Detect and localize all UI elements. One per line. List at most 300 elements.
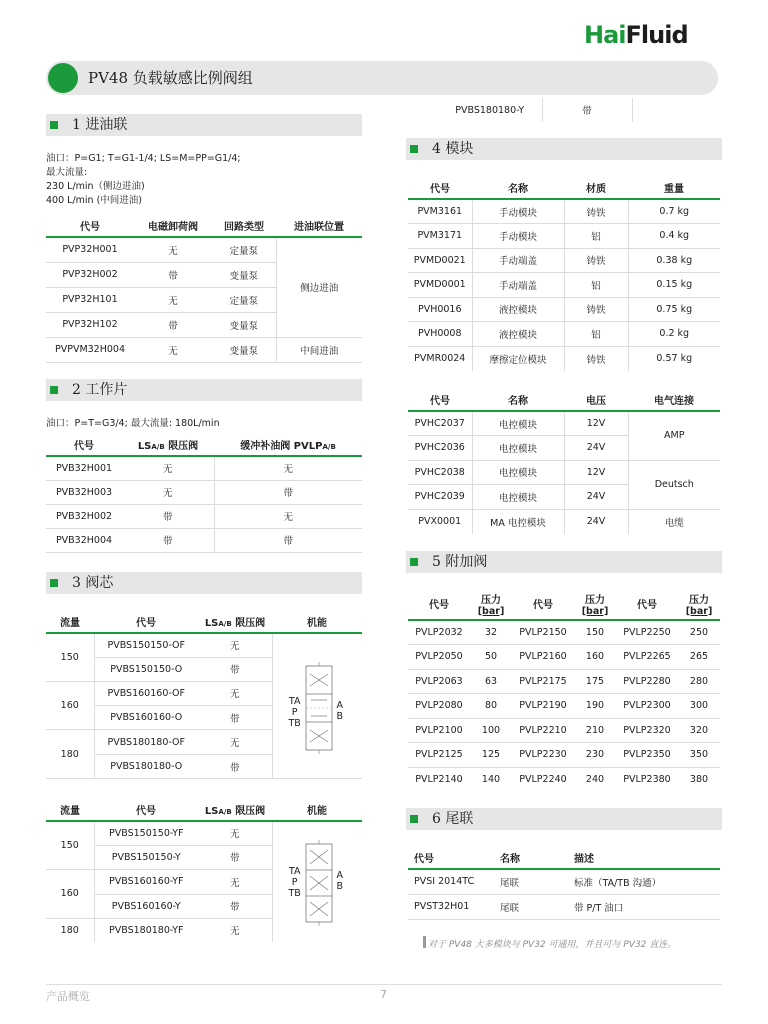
flow-cell: 160 — [46, 869, 94, 918]
cell: PVLP2265 — [616, 645, 678, 670]
col-header: 流量 — [46, 798, 94, 821]
flow-cell: 180 — [46, 918, 94, 942]
cell: 100 — [470, 718, 512, 743]
spool-symbol-cell — [272, 633, 362, 779]
cell: PVLP2100 — [408, 718, 470, 743]
cell: 63 — [470, 669, 512, 694]
cell: PVBS160160-Y — [94, 894, 198, 918]
header-sub: A/B — [218, 619, 232, 628]
header-sub: A/B — [322, 442, 336, 451]
cell: 300 — [678, 694, 720, 719]
cell: 无 — [134, 337, 212, 362]
cell: PVLP2150 — [512, 620, 574, 645]
cell: 无 — [214, 504, 362, 528]
col-header: 电磁卸荷阀 — [134, 214, 212, 237]
cell: PVMD0021 — [408, 248, 472, 273]
port-label: TA — [288, 866, 301, 877]
info-line: 230 L/min（侧边进油) — [46, 181, 145, 192]
cell: 带 — [122, 504, 214, 528]
section-bullet-icon — [50, 386, 58, 394]
cell: PVP32H001 — [46, 237, 134, 262]
cell: 电控模块 — [472, 411, 564, 436]
cell: 带 P/T 油口 — [574, 894, 720, 919]
port-label: P — [291, 707, 298, 718]
cell: 标准（TA/TB 沟通） — [574, 869, 720, 894]
cell-position-mid: 中间进油 — [276, 337, 362, 362]
col-header: 代号 — [616, 588, 678, 620]
header-text: 压力 — [481, 594, 501, 606]
col-header: 代号 — [408, 176, 472, 199]
table-row — [46, 337, 362, 362]
cell: PVLP2190 — [512, 694, 574, 719]
table-row — [46, 480, 362, 504]
header-sub: A/B — [151, 442, 165, 451]
cell: 带 — [198, 845, 272, 869]
header-text: 限压阀 — [235, 805, 266, 817]
cell: PVM3161 — [408, 199, 472, 224]
cell: PVP32H101 — [46, 287, 134, 312]
cell: PVHC2037 — [408, 411, 472, 436]
cell: PVLP2320 — [616, 718, 678, 743]
table-row — [408, 224, 720, 249]
header-sub: A/B — [218, 807, 232, 816]
cell-position-side: 侧边进油 — [276, 237, 362, 337]
end-plate-table — [408, 846, 720, 920]
cell: PVST32H01 — [408, 894, 500, 919]
table-row — [46, 504, 362, 528]
port-labels-left — [289, 696, 301, 729]
col-header: 代号 — [94, 610, 198, 633]
section-title: 5 附加阀 — [432, 554, 488, 570]
col-header: 电压 — [564, 388, 628, 411]
table-header-row — [408, 588, 720, 620]
col-header: 重量 — [628, 176, 720, 199]
table-header-row — [46, 610, 362, 633]
cell: PVLP2250 — [616, 620, 678, 645]
cell: PVBS180180-Y — [455, 104, 525, 116]
cell: 12V — [564, 411, 628, 436]
cell-connection: AMP — [628, 411, 720, 460]
table-row — [408, 645, 720, 670]
cell: 无 — [198, 633, 272, 657]
port-label: TB — [288, 888, 301, 899]
cell: 带 — [214, 480, 362, 504]
spool-symbol-o-icon — [273, 634, 363, 778]
section-header-5 — [406, 551, 722, 573]
cell: 带 — [134, 312, 212, 337]
cell: 无 — [122, 456, 214, 480]
cell: 无 — [122, 480, 214, 504]
col-header: 机能 — [272, 798, 362, 821]
cell: PVBS160160-OF — [94, 681, 198, 706]
cell-connection: Deutsch — [628, 460, 720, 509]
table-header-row — [46, 214, 362, 237]
cell: 320 — [678, 718, 720, 743]
cell: 无 — [198, 730, 272, 755]
cell: 尾联 — [500, 894, 574, 919]
cell: 带 — [198, 755, 272, 779]
table-row — [408, 346, 720, 371]
cell: PVBS160160-O — [94, 706, 198, 730]
port-label: TA — [288, 696, 301, 707]
cell: 电控模块 — [472, 485, 564, 510]
cell: PVB32H003 — [46, 480, 122, 504]
spool-table-continued — [438, 98, 633, 122]
cell: PVLP2080 — [408, 694, 470, 719]
col-header — [198, 798, 272, 821]
cell: 80 — [470, 694, 512, 719]
header-text: 缓冲补油阀 PVLP — [240, 440, 323, 452]
table-row — [46, 821, 362, 845]
cell: 变量泵 — [212, 262, 276, 287]
port-label: A — [336, 870, 344, 881]
cell: 无 — [214, 456, 362, 480]
cell: PVH0008 — [408, 322, 472, 347]
spool-table-o — [46, 610, 362, 779]
spool-symbol-cell — [272, 821, 362, 942]
cell: 280 — [678, 669, 720, 694]
cell: PVHC2039 — [408, 485, 472, 510]
cell: PVB32H004 — [46, 528, 122, 552]
table-header-row — [408, 846, 720, 869]
cell: 带 — [134, 262, 212, 287]
col-header: 进油联位置 — [276, 214, 362, 237]
cell: 24V — [564, 509, 628, 534]
cell: PVLP2160 — [512, 645, 574, 670]
table-header-row — [46, 798, 362, 821]
section-bullet-icon — [50, 579, 58, 587]
page-title-bar — [46, 61, 718, 95]
cell: 210 — [574, 718, 616, 743]
section-header-2 — [46, 379, 362, 401]
cell: PVBS150150-Y — [94, 845, 198, 869]
section-title: 3 阀芯 — [72, 575, 114, 591]
cell: 铸铁 — [564, 248, 628, 273]
section-header-3 — [46, 572, 362, 594]
cell: 240 — [585, 774, 605, 785]
table-row — [408, 322, 720, 347]
col-header — [574, 588, 616, 620]
cell: PVLP2063 — [408, 669, 470, 694]
col-header: 代号 — [46, 433, 122, 456]
cell: 变量泵 — [212, 312, 276, 337]
cell: PVLP2300 — [616, 694, 678, 719]
section-header-4 — [406, 138, 722, 160]
cell: 手动端盖 — [472, 273, 564, 298]
table-row — [408, 509, 720, 534]
logo-text-fluid: Fluid — [625, 21, 688, 49]
compatibility-note: 对于 PV48 大多模块与 PV32 可通用，并且可与 PV32 直连。 — [428, 940, 677, 950]
cell: PVPVM32H004 — [46, 337, 134, 362]
note-bar — [423, 936, 426, 948]
table-row — [408, 411, 720, 436]
cell: 125 — [470, 743, 512, 768]
cell: 变量泵 — [212, 337, 276, 362]
cell: 带 — [198, 657, 272, 681]
table-row — [408, 869, 720, 894]
col-header — [470, 588, 512, 620]
cell: 铝 — [564, 224, 628, 249]
table-row — [408, 297, 720, 322]
cell: 150 — [574, 620, 616, 645]
spool-symbol-y-icon — [273, 822, 363, 942]
relief-valve-table — [408, 588, 720, 792]
port-label: A — [336, 700, 344, 711]
page-number: 7 — [380, 988, 387, 1001]
table-row — [408, 620, 720, 645]
col-header — [214, 433, 362, 456]
table-row — [46, 237, 362, 262]
cell: 带 — [198, 706, 272, 730]
header-text: 压力 — [585, 594, 605, 606]
col-header — [122, 433, 214, 456]
footer-divider — [46, 984, 722, 985]
col-header: 名称 — [472, 388, 564, 411]
cell: PVLP2032 — [408, 620, 470, 645]
info-line: 400 L/min (中间进油) — [46, 195, 142, 206]
cell: 230 — [574, 743, 616, 768]
cell: PVMD0001 — [408, 273, 472, 298]
header-ls: LS — [204, 617, 219, 629]
cell: 无 — [198, 821, 272, 845]
table-row — [408, 718, 720, 743]
logo-text-hai: Hai — [584, 21, 626, 49]
header-ls: LS — [204, 805, 219, 817]
cell: 摩擦定位模块 — [472, 346, 564, 371]
cell: 电控模块 — [472, 436, 564, 461]
table-row — [408, 248, 720, 273]
table-row — [408, 669, 720, 694]
section-title: 6 尾联 — [432, 811, 474, 827]
section-title: 2 工作片 — [72, 382, 128, 398]
col-header: 描述 — [574, 846, 720, 869]
brand-logo — [584, 22, 724, 48]
col-header: 回路类型 — [212, 214, 276, 237]
table-row — [408, 743, 720, 768]
cell: 无 — [198, 681, 272, 706]
cell: 铸铁 — [564, 199, 628, 224]
table-row — [438, 98, 632, 122]
col-header: 流量 — [46, 610, 94, 633]
col-header: 机能 — [272, 610, 362, 633]
col-header — [678, 588, 720, 620]
cell: MA 电控模块 — [472, 509, 564, 534]
cell: 带 — [214, 528, 362, 552]
cell: PVX0001 — [418, 516, 462, 527]
cell: 0.38 kg — [628, 248, 720, 273]
header-ls: LS — [137, 440, 152, 452]
cell: 电控模块 — [472, 460, 564, 485]
cell: 50 — [470, 645, 512, 670]
cell: 250 — [678, 620, 720, 645]
page-title: PV48 负载敏感比例阀组 — [88, 69, 253, 87]
cell: PVHC2038 — [408, 460, 472, 485]
cell: PVLP2050 — [408, 645, 470, 670]
cell: 带 — [198, 894, 272, 918]
cell: PVLP2175 — [512, 669, 574, 694]
cell: 350 — [678, 743, 720, 768]
cell: 手动模块 — [472, 224, 564, 249]
section-2-info: 油口：P=T=G3/4; 最大流量: 180L/min — [46, 418, 220, 429]
col-header: 代号 — [94, 798, 198, 821]
header-unit: [bar] — [685, 605, 713, 617]
cell: PVMR0024 — [414, 353, 466, 364]
cell: PVLP2125 — [408, 743, 470, 768]
cell: 160 — [574, 645, 616, 670]
col-header: 材质 — [564, 176, 628, 199]
cell: 无 — [198, 869, 272, 894]
cell: PVLP2210 — [512, 718, 574, 743]
cell: 无 — [198, 918, 272, 942]
cell: 铸铁 — [564, 346, 628, 371]
port-labels-left — [289, 866, 301, 899]
cell: PVBS180180-O — [94, 755, 198, 779]
title-dot-icon — [48, 63, 78, 93]
table-row — [408, 894, 720, 919]
cell: 0.75 kg — [628, 297, 720, 322]
cell: PVLP2380 — [623, 774, 671, 785]
col-header: 名称 — [500, 846, 574, 869]
section-bullet-icon — [50, 121, 58, 129]
port-labels-right — [337, 700, 344, 722]
cell: 手动端盖 — [472, 248, 564, 273]
cell: PVBS150150-OF — [94, 633, 198, 657]
cell: 0.7 kg — [628, 199, 720, 224]
cell: 无 — [134, 237, 212, 262]
cell: PVLP2240 — [519, 774, 567, 785]
col-header: 代号 — [408, 388, 472, 411]
cell: PVSI 2014TC — [408, 869, 500, 894]
col-header: 电气连接 — [628, 388, 720, 411]
section-1-info — [46, 152, 241, 208]
cell: PVBS150150-YF — [94, 821, 198, 845]
cell: 24V — [564, 485, 628, 510]
cell: PVP32H102 — [46, 312, 134, 337]
spool-table-y — [46, 798, 362, 942]
cell: PVLP2350 — [616, 743, 678, 768]
section-title: 4 模块 — [432, 141, 474, 157]
cell: PVP32H002 — [46, 262, 134, 287]
cell: 0.15 kg — [628, 273, 720, 298]
header-text: 限压阀 — [168, 440, 199, 452]
cell: 铸铁 — [564, 297, 628, 322]
cell: 液控模块 — [472, 322, 564, 347]
cell: 0.57 kg — [628, 346, 720, 371]
cell: PVM3171 — [408, 224, 472, 249]
info-line: 最大流量: — [46, 167, 88, 178]
cell: 带 — [542, 98, 632, 122]
header-unit: [bar] — [477, 605, 505, 617]
cell: PVBS180180-YF — [109, 924, 184, 936]
cell: PVLP2140 — [415, 774, 463, 785]
port-label: TB — [288, 718, 301, 729]
port-label: B — [336, 711, 344, 722]
flow-cell: 150 — [46, 633, 94, 681]
header-text: 压力 — [689, 594, 709, 606]
cell: 12V — [564, 460, 628, 485]
col-header: 代号 — [512, 588, 574, 620]
table-row — [408, 199, 720, 224]
section-header-1 — [46, 114, 362, 136]
cell: 0.2 kg — [628, 322, 720, 347]
section-title: 1 进油联 — [72, 117, 128, 133]
header-text: 限压阀 — [235, 617, 266, 629]
col-header: 名称 — [472, 176, 564, 199]
footer-section-label: 产品概览 — [46, 990, 90, 1003]
col-header: 代号 — [408, 846, 500, 869]
port-label: B — [336, 881, 344, 892]
flow-cell: 160 — [46, 681, 94, 730]
cell: 带 — [122, 528, 214, 552]
table-header-row — [408, 176, 720, 199]
cell: 尾联 — [500, 869, 574, 894]
port-label: P — [291, 877, 298, 888]
table-row — [408, 767, 720, 792]
cell: 380 — [689, 774, 709, 785]
table-row — [46, 633, 362, 657]
col-header: 代号 — [408, 588, 470, 620]
cell: 定量泵 — [212, 237, 276, 262]
cell: PVB32H002 — [46, 504, 122, 528]
cell: 140 — [481, 774, 501, 785]
cell: PVB32H001 — [46, 456, 122, 480]
electric-module-table — [408, 388, 720, 534]
section-bullet-icon — [410, 558, 418, 566]
cell: PVBS160160-YF — [94, 869, 198, 894]
cell: 265 — [678, 645, 720, 670]
cell: PVH0016 — [408, 297, 472, 322]
cell: 无 — [134, 287, 212, 312]
section-bullet-icon — [410, 815, 418, 823]
cell: 0.4 kg — [628, 224, 720, 249]
table-row — [46, 528, 362, 552]
section-header-6 — [406, 808, 722, 830]
cell: PVBS150150-O — [94, 657, 198, 681]
info-line: 油口：P=G1; T=G1-1/4; LS=M=PP=G1/4; — [46, 153, 241, 164]
cell: PVLP2230 — [512, 743, 574, 768]
col-header — [198, 610, 272, 633]
table-row — [408, 460, 720, 485]
cell: PVBS180180-OF — [94, 730, 198, 755]
table-row — [408, 694, 720, 719]
section-bullet-icon — [410, 145, 418, 153]
flow-cell: 150 — [46, 821, 94, 869]
cell: 液控模块 — [472, 297, 564, 322]
cell: 铝 — [564, 322, 628, 347]
cell: 定量泵 — [212, 287, 276, 312]
table-row — [46, 456, 362, 480]
cell: 铝 — [564, 273, 628, 298]
inlet-table — [46, 214, 362, 363]
table-row — [408, 273, 720, 298]
cell: 190 — [574, 694, 616, 719]
cell: 175 — [574, 669, 616, 694]
module-table — [408, 176, 720, 371]
port-labels-right — [337, 870, 344, 892]
cell: PVHC2036 — [408, 436, 472, 461]
header-unit: [bar] — [581, 605, 609, 617]
flow-cell: 180 — [46, 730, 94, 779]
cell: PVLP2280 — [616, 669, 678, 694]
table-header-row — [408, 388, 720, 411]
col-header: 代号 — [46, 214, 134, 237]
cell: 24V — [564, 436, 628, 461]
work-section-table — [46, 433, 362, 553]
cell-connection: 电缆 — [628, 509, 720, 534]
cell: 手动模块 — [472, 199, 564, 224]
cell: 32 — [470, 620, 512, 645]
table-header-row — [46, 433, 362, 456]
